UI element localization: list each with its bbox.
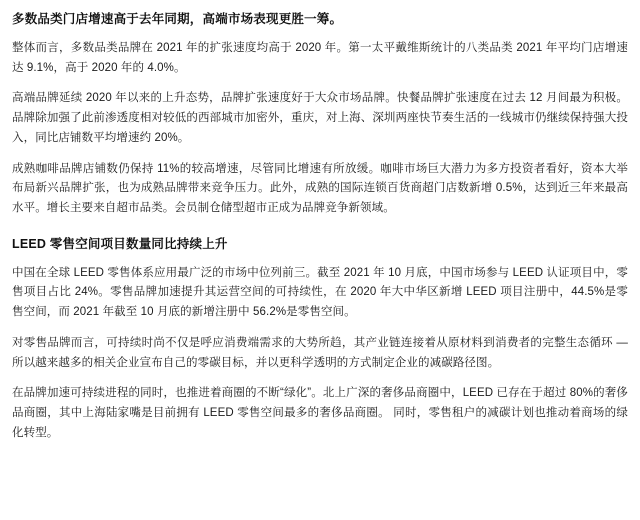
section-heading-leed: LEED 零售空间项目数量同比持续上升 <box>12 236 228 251</box>
paragraph-sustainability-chain: 对零售品牌而言，可持续时尚不仅是呼应消费端需求的大势所趋，其产业链连接着从原材料到消费者的完整生态循环 — 所以越来越多的相关企业宣布自己的零碳目标，并以更科学透明的方式制定企业的减碳路径图。 <box>12 336 628 369</box>
paragraph-luxury-trend: 高端品牌延续 2020 年以来的上升态势，品牌扩张速度好于大众市场品牌。快餐品牌扩张速度在过去 12 月间最为积极。品牌除加强了此前渗透度相对较低的西部城市加密外，重庆，对上海、深圳两座快节奏生活的一线城市仍继续保持强大投入，同比店铺数平均增速约 20%。 <box>12 92 628 144</box>
paragraph-leed-share: 中国在全球 LEED 零售体系应用最广泛的市场中位列前三。截至 2021 年 10 月底，中国市场参与 LEED 认证项目中，零售项目占比 24%。零售品牌加速提升其运营空间的可持续性，在 2020 年大中华区新增 LEED 项目注册中，44.5%是零售空间，而 2021 年截至 10 月底的新增注册中 56.2%是零售空间。 <box>12 266 628 319</box>
paragraph-coffee-and-supermarket: 成熟咖啡品牌店铺数仍保持 11%的较高增速，尽管同比增速有所放缓。咖啡市场巨大潜力为多方投资者看好，资本大举布局新兴品牌扩张，也为成熟品牌带来竞争压力。此外，成熟的国际连锁百货商超门店数新增 0.5%，达到近三年来最高水平。增长主要来自超市品类。会员制仓储型超市正成为品牌竞争新领域。 <box>12 162 628 215</box>
headline-retail-growth: 多数品类门店增速高于去年同期，高端市场表现更胜一筹。 <box>12 12 343 26</box>
paragraph-green-malls: 在品牌加速可持续进程的同时，也推进着商圈的不断“绿化”。北上广深的奢侈品商圈中，LEED 已存在于超过 80%的奢侈品商圈，其中上海陆家嘴是目前拥有 LEED 零售空间最多的奢侈品商圈。 同时，零售租户的减碳计划也推动着商场的绿化转型。 <box>12 387 628 439</box>
paragraph-overall-expansion: 整体而言，多数品类品牌在 2021 年的扩张速度均高于 2020 年。第一太平戴维斯统计的八类品类 2021 年平均门店增速达 9.1%，高于 2020 年的 4.0%。 <box>12 41 628 74</box>
